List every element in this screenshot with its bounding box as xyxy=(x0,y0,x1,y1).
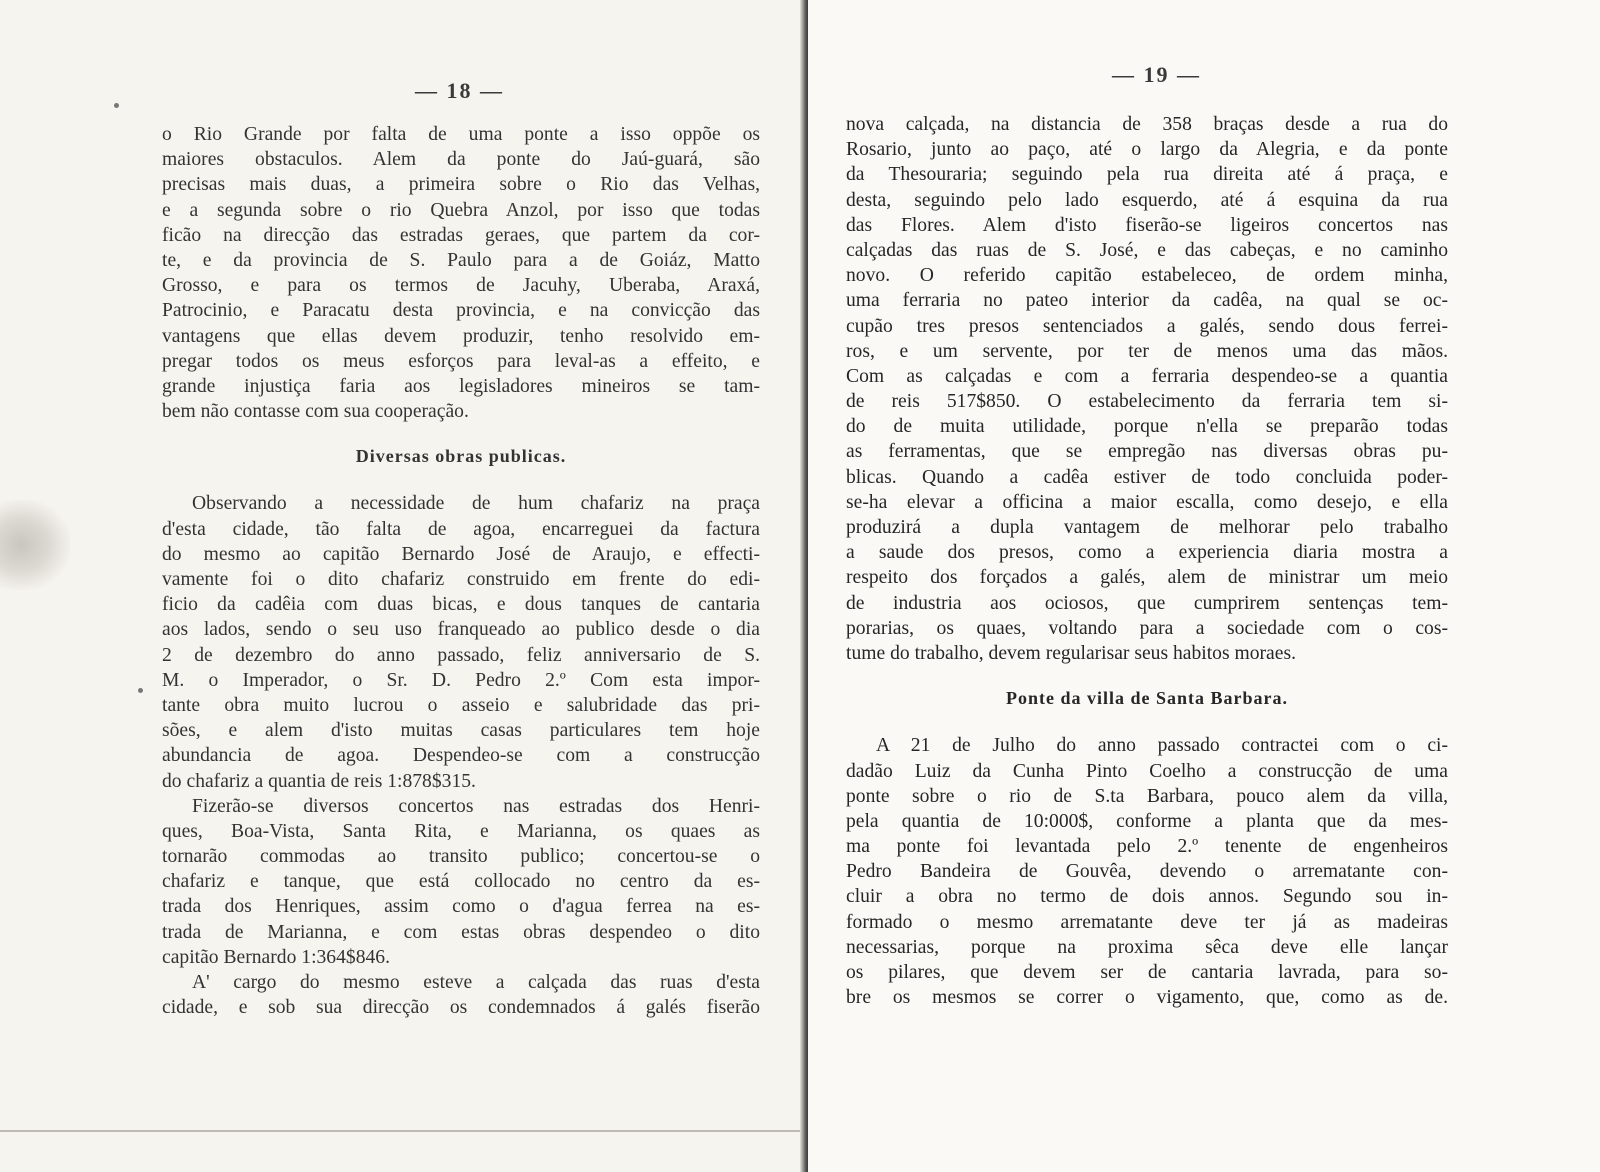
paragraph-1 xyxy=(846,112,1448,666)
text-line: Pedro Bandeira de Gouvêa, devendo o arrematante con- xyxy=(846,861,1448,883)
text-line: da Thesouraria; seguindo pela rua direita até á praça, e xyxy=(846,164,1448,186)
text-line: precisas mais duas, a primeira sobre o Rio das Velhas, xyxy=(162,174,760,196)
text-line: ficio da cadêia com duas bicas, e dous tanques de cantaria xyxy=(162,594,760,616)
text-line: Grosso, e para os termos de Jacuhy, Uberaba, Araxá, xyxy=(162,275,760,297)
text-line: do mesmo ao capitão Bernardo José de Araujo, e effecti- xyxy=(162,543,760,565)
page-number: — 19 — xyxy=(1112,62,1201,87)
ink-speck xyxy=(114,103,119,108)
text-line: formado o mesmo arrematante deve ter já as madeiras xyxy=(846,911,1448,933)
right-page xyxy=(808,0,1600,1172)
text-line: bre os mesmos se correr o vigamento, que, como as de. xyxy=(846,987,1448,1009)
text-line: a saude dos presos, como a experiencia diaria mostra a xyxy=(846,542,1448,564)
text-line: ponte sobre o rio de S.ta Barbara, pouco alem da villa, xyxy=(846,785,1448,807)
text-line: cluir a obra no termo de dois annos. Segundo sou in- xyxy=(846,886,1448,908)
text-line: do de muita utilidade, porque n'ella se preparão todas xyxy=(846,416,1448,438)
paragraph-4 xyxy=(162,970,760,1020)
text-line: o Rio Grande por falta de uma ponte a isso oppõe os xyxy=(162,124,760,145)
text-line: d'esta cidade, tão falta de agoa, encarreguei da factura xyxy=(162,518,760,540)
text-line: Observando a necessidade de hum chafariz na praça xyxy=(192,493,760,515)
text-line: do chafariz a quantia de reis 1:878$315. xyxy=(162,770,476,792)
text-line: A 21 de Julho do anno passado contractei com o ci- xyxy=(876,735,1448,757)
page-edge-line xyxy=(0,1130,800,1132)
text-line: blicas. Quando a cadêa estiver de todo concluida poder- xyxy=(846,466,1448,488)
text-line: ques, Boa-Vista, Santa Rita, e Marianna, os quaes as xyxy=(162,820,760,842)
text-line: cidade, e sob sua direcção os condemnados á galés fiserão xyxy=(162,997,760,1019)
text-line: calçadas das ruas de S. José, e das cabeças, e no caminho xyxy=(846,239,1448,261)
page-stain xyxy=(0,500,70,590)
text-line: vamente foi o dito chafariz construido em frente do edi- xyxy=(162,569,760,590)
text-line: uma ferraria no pateo interior da cadêa, na qual se oc- xyxy=(846,290,1448,312)
text-line: maiores obstaculos. Alem da ponte do Jaú-guará, são xyxy=(162,149,760,171)
text-line: ficão na direcção das estradas geraes, que partem da cor- xyxy=(162,224,760,246)
text-line: Com as calçadas e com a ferraria despendeo-se a quantia xyxy=(846,365,1448,387)
text-line: grande injustiça faria aos legisladores mineiros se tam- xyxy=(162,375,760,397)
text-line: de industria aos ociosos, que cumprirem sentenças tem- xyxy=(846,592,1448,614)
right-text-block xyxy=(846,112,1448,1010)
text-line: sões, e alem d'isto muitas casas particulares tem hoje xyxy=(162,720,760,742)
paragraph-1 xyxy=(162,122,760,424)
text-line: ma ponte foi levantada pelo 2.º tenente de engenheiros xyxy=(846,836,1448,858)
text-line: tante obra muito lucrou o asseio e salubridade das pri- xyxy=(162,694,760,716)
text-line: novo. O referido capitão estabeleceo, de ordem minha, xyxy=(846,265,1448,287)
left-text-block xyxy=(162,122,760,1020)
text-line: A' cargo do mesmo esteve a calçada das ruas d'esta xyxy=(192,972,760,993)
text-line: se-ha elevar a officina a maior escalla, como desejo, e ella xyxy=(846,491,1448,513)
text-line: 2 de dezembro do anno passado, feliz anniversario de S. xyxy=(162,644,760,666)
text-line: desta, seguindo pelo lado esquerdo, até á esquina da rua xyxy=(846,189,1448,211)
text-line: respeito dos forçados a galés, alem de ministrar um meio xyxy=(846,567,1448,589)
text-line: trada dos Henriques, assim como o d'agua ferrea na es- xyxy=(162,896,760,918)
section-heading: Ponte da villa de Santa Barbara. xyxy=(1005,688,1288,709)
paragraph-2 xyxy=(162,491,760,793)
text-line: bem não contasse com sua cooperação. xyxy=(162,401,469,423)
text-line: pregar todos os meus esforços para leval-as a effeito, e xyxy=(162,350,760,372)
text-line: trada de Marianna, e com estas obras despendeo o dito xyxy=(162,921,760,943)
text-line: produzirá a dupla vantagem de melhorar pelo trabalho xyxy=(846,517,1448,538)
text-line: tume do trabalho, devem regularisar seus habitos moraes. xyxy=(846,642,1296,664)
section-heading: Diversas obras publicas. xyxy=(355,446,567,467)
text-line: tornarão commodas ao transito publico; concertou-se o xyxy=(162,846,760,868)
text-line: as ferramentas, que se empregão nas diversas obras pu- xyxy=(846,441,1448,463)
text-line: Patrocinio, e Paracatu desta provincia, e na convicção das xyxy=(162,300,760,322)
paragraph-2 xyxy=(846,733,1448,1010)
paragraph-3 xyxy=(162,794,760,970)
ink-speck xyxy=(138,688,143,693)
text-line: ros, e um servente, por ter de menos uma das mãos. xyxy=(846,340,1448,362)
text-line: das Flores. Alem d'isto fiserão-se ligeiros concertos nas xyxy=(846,214,1448,236)
text-line: nova calçada, na distancia de 358 braças desde a rua do xyxy=(846,114,1448,135)
text-line: Fizerão-se diversos concertos nas estradas dos Henri- xyxy=(192,795,760,817)
text-line: M. o Imperador, o Sr. D. Pedro 2.º Com esta impor- xyxy=(162,669,760,691)
text-line: aos lados, sendo o seu uso franqueado ao publico desde o dia xyxy=(162,619,760,641)
text-line: porarias, os quaes, voltando para a sociedade com o cos- xyxy=(846,617,1448,639)
text-line: vantagens que ellas devem produzir, tenho resolvido em- xyxy=(162,325,760,347)
page-number: — 18 — xyxy=(415,78,504,103)
text-line: os pilares, que devem ser de cantaria lavrada, para so- xyxy=(846,962,1448,983)
text-line: cupão tres presos sentenciados a galés, sendo dous ferrei- xyxy=(846,315,1448,337)
text-line: chafariz e tanque, que está collocado no centro da es- xyxy=(162,871,760,893)
text-line: Rosario, junto ao paço, até o largo da Alegria, e da ponte xyxy=(846,139,1448,161)
text-line: pela quantia de 10:000$, conforme a planta que da mes- xyxy=(846,810,1448,832)
text-line: de reis 517$850. O estabelecimento da ferraria tem si- xyxy=(846,391,1448,413)
text-line: dadão Luiz da Cunha Pinto Coelho a construcção de uma xyxy=(846,760,1448,782)
text-line: necessarias, porque na proxima sêca deve elle lançar xyxy=(846,936,1448,958)
text-line: e a segunda sobre o rio Quebra Anzol, por isso que todas xyxy=(162,199,760,221)
text-line: capitão Bernardo 1:364$846. xyxy=(162,946,390,968)
text-line: te, e da provincia de S. Paulo para a de Goiáz, Matto xyxy=(162,249,760,271)
text-line: abundancia de agoa. Despendeo-se com a construcção xyxy=(162,745,760,767)
